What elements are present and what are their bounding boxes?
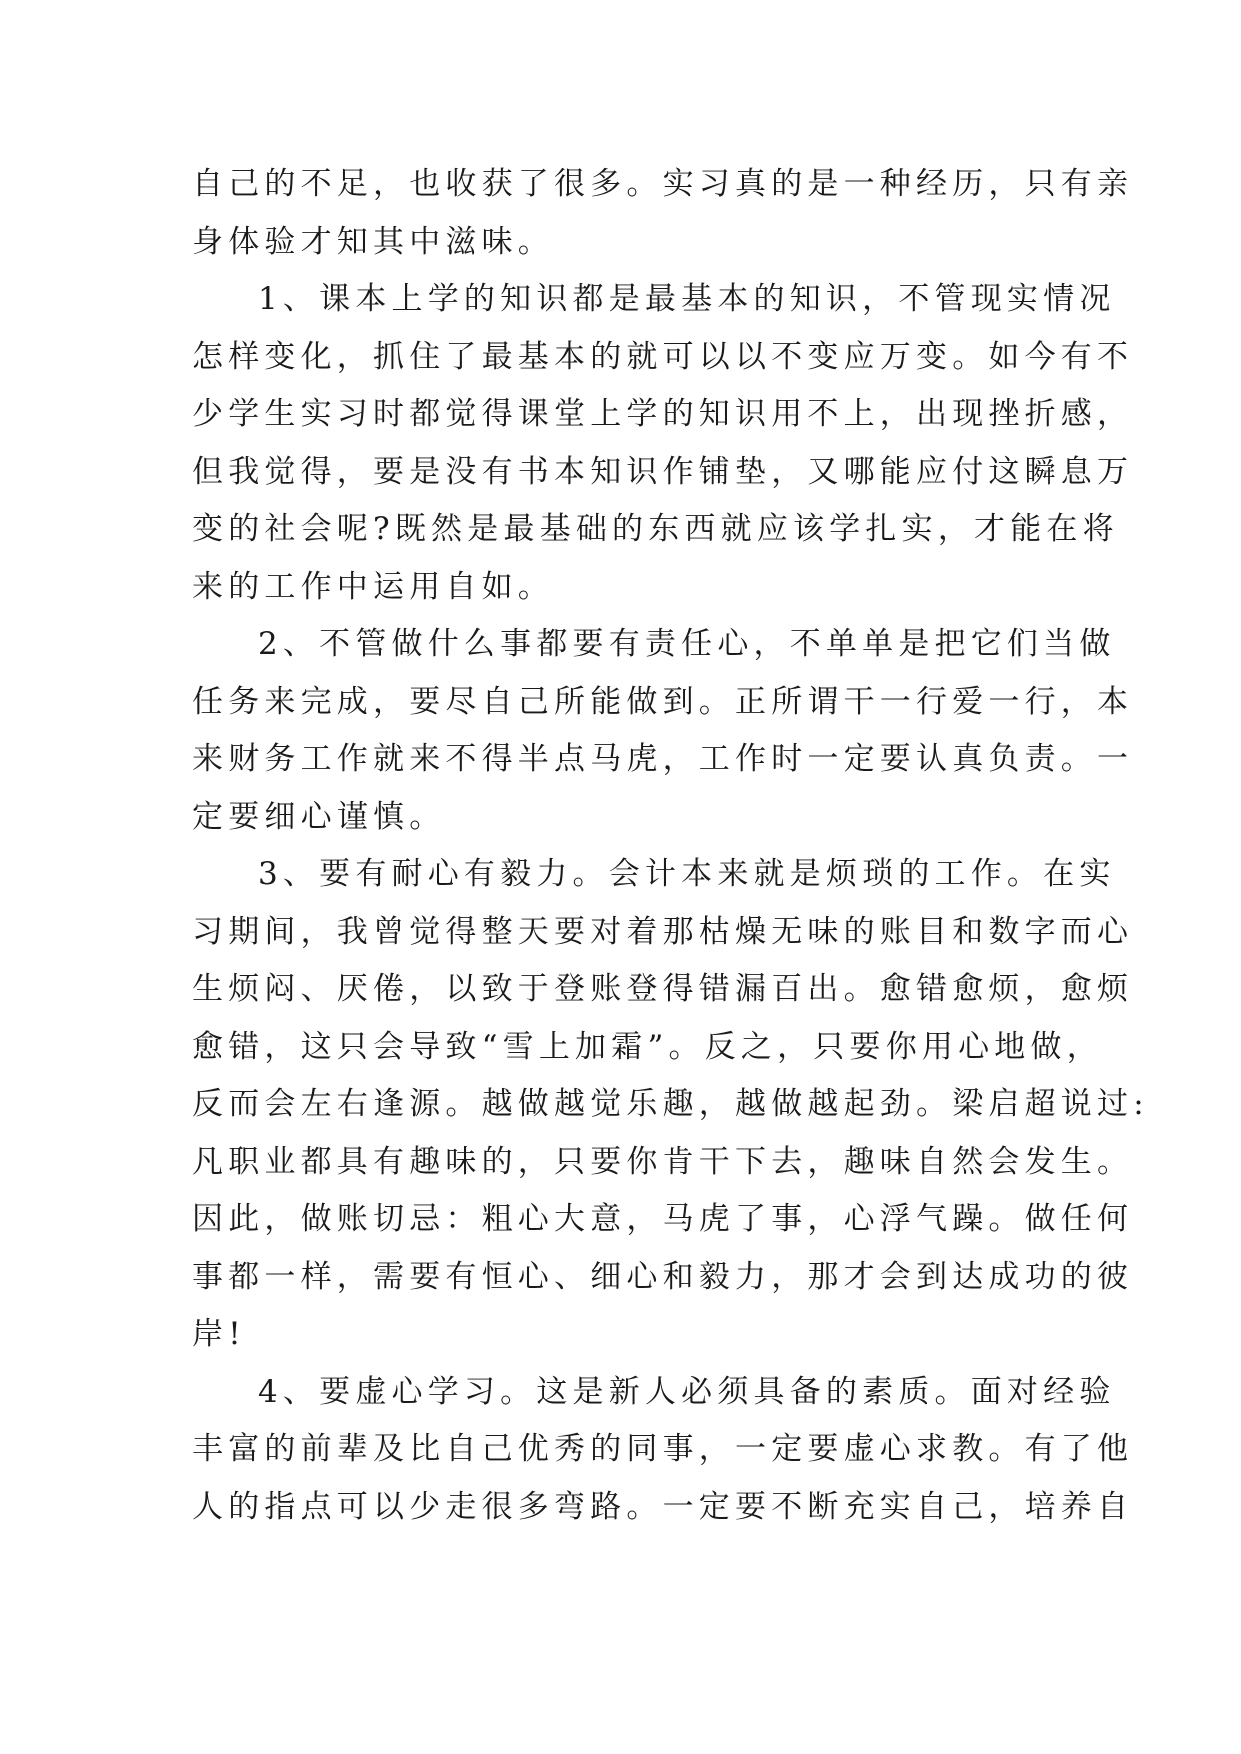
text-line: 4、要虚心学习。这是新人必须具备的素质。面对经验 (258, 1373, 1116, 1410)
paragraph-continuation (192, 156, 1134, 271)
text-line: 习期间，我曾觉得整天要对着那枯燥无味的账目和数字而心 (192, 913, 1134, 950)
paragraph-point-4 (192, 1364, 1134, 1537)
text-line: 事都一样，需要有恒心、细心和毅力，那才会到达成功的彼 (192, 1258, 1134, 1295)
text-line: 凡职业都具有趣味的，只要你肯干下去，趣味自然会发生。 (192, 1143, 1134, 1180)
text-line: 因此，做账切忌：粗心大意，马虎了事，心浮气躁。做任何 (192, 1201, 1134, 1237)
text-line: 身体验才知其中滋味。 (192, 223, 554, 260)
paragraph-point-2 (192, 616, 1134, 846)
text-line: 任务来完成，要尽自己所能做到。正所谓干一行爱一行，本 (192, 683, 1134, 720)
text-line: 来财务工作就来不得半点马虎，工作时一定要认真负责。一 (192, 741, 1134, 777)
text-line: 来的工作中运用自如。 (192, 568, 554, 605)
text-line: 少学生实习时都觉得课堂上学的知识用不上，出现挫折感， (192, 396, 1134, 432)
text-line: 自己的不足，也收获了很多。实习真的是一种经历，只有亲 (192, 166, 1134, 202)
text-line: 定要细心谨慎。 (192, 798, 446, 835)
text-line: 1、课本上学的知识都是最基本的知识，不管现实情况 (258, 281, 1116, 317)
text-line: 反而会左右逢源。越做越觉乐趣，越做越起劲。梁启超说过: (192, 1086, 1149, 1122)
document-body (192, 156, 1149, 1536)
text-line: 3、要有耐心有毅力。会计本来就是烦琐的工作。在实 (258, 856, 1116, 892)
text-line: 但我觉得，要是没有书本知识作铺垫，又哪能应付这瞬息万 (192, 453, 1134, 490)
paragraph-point-1 (192, 271, 1134, 616)
text-line: 2、不管做什么事都要有责任心，不单单是把它们当做 (258, 626, 1116, 662)
text-line: 生烦闷、厌倦，以致于登账登得错漏百出。愈错愈烦，愈烦 (192, 971, 1134, 1007)
paragraph-point-3 (192, 846, 1149, 1364)
text-line: 丰富的前辈及比自己优秀的同事，一定要虚心求教。有了他 (192, 1431, 1134, 1467)
text-line: 愈错，这只会导致“雪上加霜”。反之，只要你用心地做， (192, 1028, 1103, 1065)
text-line: 怎样变化，抓住了最基本的就可以以不变应万变。如今有不 (192, 338, 1134, 375)
text-line: 岸! (192, 1316, 246, 1352)
text-line: 人的指点可以少走很多弯路。一定要不断充实自己，培养自 (192, 1488, 1134, 1525)
text-line: 变的社会呢?既然是最基础的东西就应该学扎实，才能在将 (192, 511, 1119, 547)
